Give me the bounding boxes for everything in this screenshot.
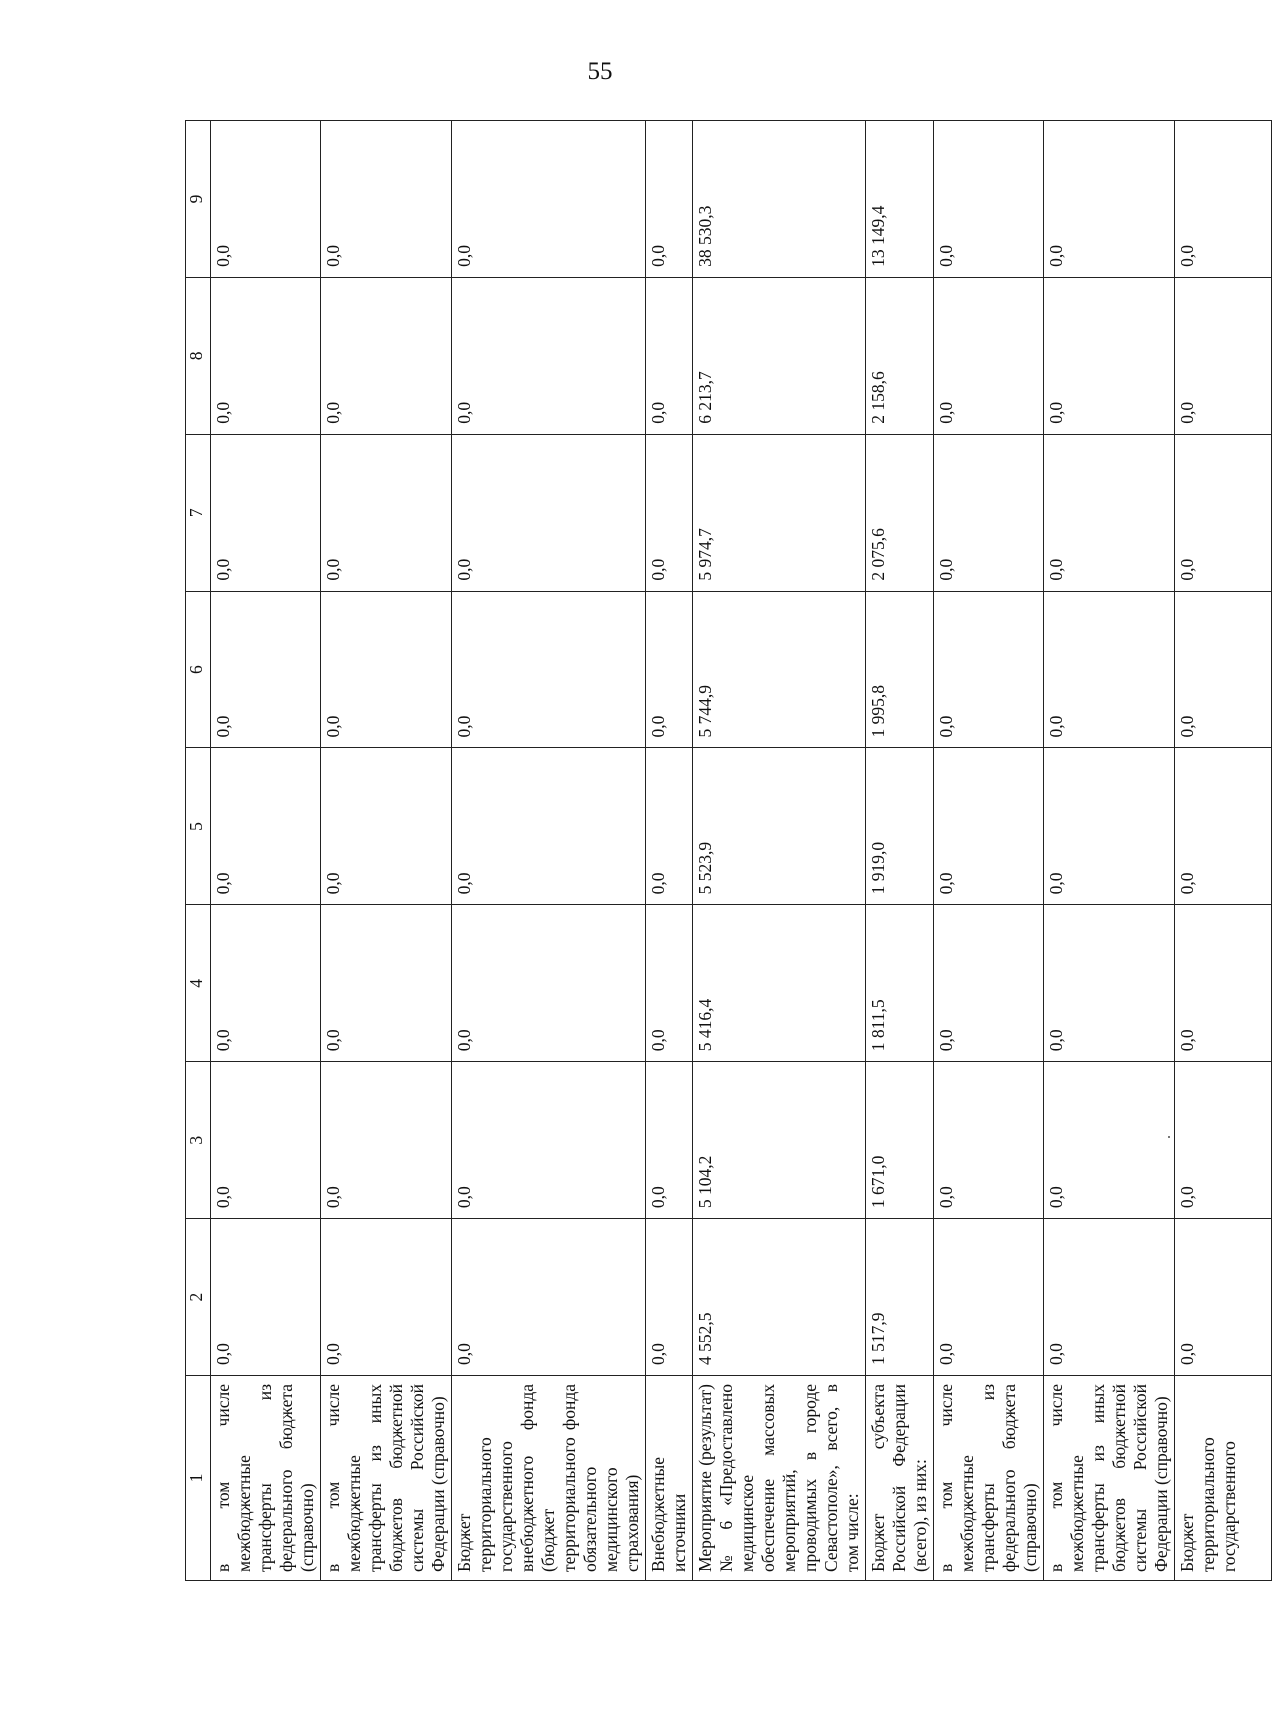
cell-value: 0,0	[452, 905, 646, 1062]
cell-value: 0,0	[1044, 1062, 1175, 1219]
table-row	[693, 121, 866, 1581]
cell-value: 0,0	[934, 1062, 1044, 1219]
table-row	[934, 121, 1044, 1581]
cell-value: 0,0	[452, 748, 646, 905]
cell-value: 0,0	[452, 591, 646, 748]
cell-value: 0,0	[646, 121, 693, 278]
cell-value: 6 213,7	[693, 277, 866, 434]
cell-value: 0,0	[646, 1062, 693, 1219]
cell-value: 0,0	[452, 1062, 646, 1219]
col-header-8: 8	[186, 277, 211, 434]
col-header-4: 4	[186, 905, 211, 1062]
cell-value: 0,0	[934, 905, 1044, 1062]
cell-value: 0,0	[646, 277, 693, 434]
row-label: в том числе межбюджетные трансферты из иных бюджетов бюджетной системы Российской Федерации (справочно)	[1044, 1376, 1175, 1581]
cell-value: 0,0	[1175, 1219, 1272, 1376]
col-header-1: 1	[186, 1376, 211, 1581]
cell-value: 0,0	[1044, 277, 1175, 434]
cell-value: 0,0	[211, 434, 321, 591]
cell-value: 0,0	[321, 591, 452, 748]
cell-value: 5 104,2	[693, 1062, 866, 1219]
cell-value: 0,0	[1175, 277, 1272, 434]
cell-value: 0,0	[211, 1219, 321, 1376]
row-label: Внебюджетные источники	[646, 1376, 693, 1581]
cell-value: 0,0	[211, 1062, 321, 1219]
row-label: в том числе межбюджетные трансферты из иных бюджетов бюджетной системы Российской Федерации (справочно)	[321, 1376, 452, 1581]
col-header-6: 6	[186, 591, 211, 748]
row-label: Бюджет территориального государственного	[1175, 1376, 1272, 1581]
table-row	[1175, 121, 1272, 1581]
col-header-3: 3	[186, 1062, 211, 1219]
cell-value: 1 995,8	[866, 591, 934, 748]
cell-value: 0,0	[321, 748, 452, 905]
row-label: Бюджет субъекта Российской Федерации (всего), из них:	[866, 1376, 934, 1581]
table-row	[866, 121, 934, 1581]
cell-value: 0,0	[452, 1219, 646, 1376]
cell-value: 0,0	[1044, 905, 1175, 1062]
cell-value: 1 919,0	[866, 748, 934, 905]
table-row	[646, 121, 693, 1581]
cell-value: 0,0	[646, 434, 693, 591]
row-label: Бюджет территориального государственного внебюджетного фонда (бюджет территориального фонда обязательного медицинского страхования)	[452, 1376, 646, 1581]
cell-value: 38 530,3	[693, 121, 866, 278]
header-row	[186, 121, 211, 1581]
col-header-7: 7	[186, 434, 211, 591]
cell-value: 5 744,9	[693, 591, 866, 748]
cell-value: 0,0	[934, 748, 1044, 905]
cell-value: 0,0	[452, 434, 646, 591]
page-number: 55	[587, 58, 613, 85]
row-label: в том числе межбюджетные трансферты из федерального бюджета (справочно)	[934, 1376, 1044, 1581]
col-header-9: 9	[186, 121, 211, 278]
table-row	[452, 121, 646, 1581]
cell-value: 0,0	[211, 905, 321, 1062]
rotated-table-container	[185, 121, 1239, 1581]
cell-value: 1 811,5	[866, 905, 934, 1062]
table-row	[1044, 121, 1175, 1581]
cell-value: 0,0	[1175, 905, 1272, 1062]
table-row	[211, 121, 321, 1581]
cell-value: 0,0	[211, 121, 321, 278]
cell-value: 2 075,6	[866, 434, 934, 591]
cell-value: 0,0	[934, 591, 1044, 748]
cell-value: 0,0	[1175, 434, 1272, 591]
cell-value: 0,0	[1044, 434, 1175, 591]
cell-value: 0,0	[1044, 591, 1175, 748]
cell-value: 0,0	[934, 121, 1044, 278]
cell-value: 5 974,7	[693, 434, 866, 591]
cell-value: 0,0	[321, 905, 452, 1062]
cell-value: 5 416,4	[693, 905, 866, 1062]
cell-value: 0,0	[321, 121, 452, 278]
cell-value: 0,0	[646, 905, 693, 1062]
budget-table	[185, 120, 1272, 1581]
cell-value: 0,0	[934, 434, 1044, 591]
table-row	[321, 121, 452, 1581]
rotated-table-frame	[185, 121, 1239, 1581]
cell-value: 0,0	[646, 591, 693, 748]
cell-value: 1 517,9	[866, 1219, 934, 1376]
cell-value: 2 158,6	[866, 277, 934, 434]
cell-value: 0,0	[321, 277, 452, 434]
cell-value: 0,0	[211, 277, 321, 434]
cell-value: 0,0	[211, 591, 321, 748]
col-header-2: 2	[186, 1219, 211, 1376]
cell-value: 0,0	[1175, 591, 1272, 748]
cell-value: 0,0	[321, 1219, 452, 1376]
cell-value: 0,0	[321, 434, 452, 591]
cell-value: 5 523,9	[693, 748, 866, 905]
cell-value: 0,0	[321, 1062, 452, 1219]
row-label: в том числе межбюджетные трансферты из федерального бюджета (справочно)	[211, 1376, 321, 1581]
cell-value: 0,0	[452, 121, 646, 278]
cell-value: 0,0	[1044, 1219, 1175, 1376]
cell-value: 0,0	[1044, 748, 1175, 905]
row-label: Мероприятие (результат) № 6 «Предоставлено медицинское обеспечение массовых мероприятий, проводимых в городе Севастополе», всего, в том числе:	[693, 1376, 866, 1581]
cell-value: 0,0	[1175, 1062, 1272, 1219]
col-header-5: 5	[186, 748, 211, 905]
cell-value: 0,0	[646, 748, 693, 905]
cell-value: 0,0	[452, 277, 646, 434]
scan-speck	[1168, 1136, 1170, 1138]
cell-value: 13 149,4	[866, 121, 934, 278]
cell-value: 0,0	[934, 277, 1044, 434]
cell-value: 0,0	[646, 1219, 693, 1376]
cell-value: 0,0	[934, 1219, 1044, 1376]
cell-value: 0,0	[1175, 748, 1272, 905]
cell-value: 0,0	[1175, 121, 1272, 278]
cell-value: 0,0	[1044, 121, 1175, 278]
cell-value: 4 552,5	[693, 1219, 866, 1376]
cell-value: 0,0	[211, 748, 321, 905]
cell-value: 1 671,0	[866, 1062, 934, 1219]
